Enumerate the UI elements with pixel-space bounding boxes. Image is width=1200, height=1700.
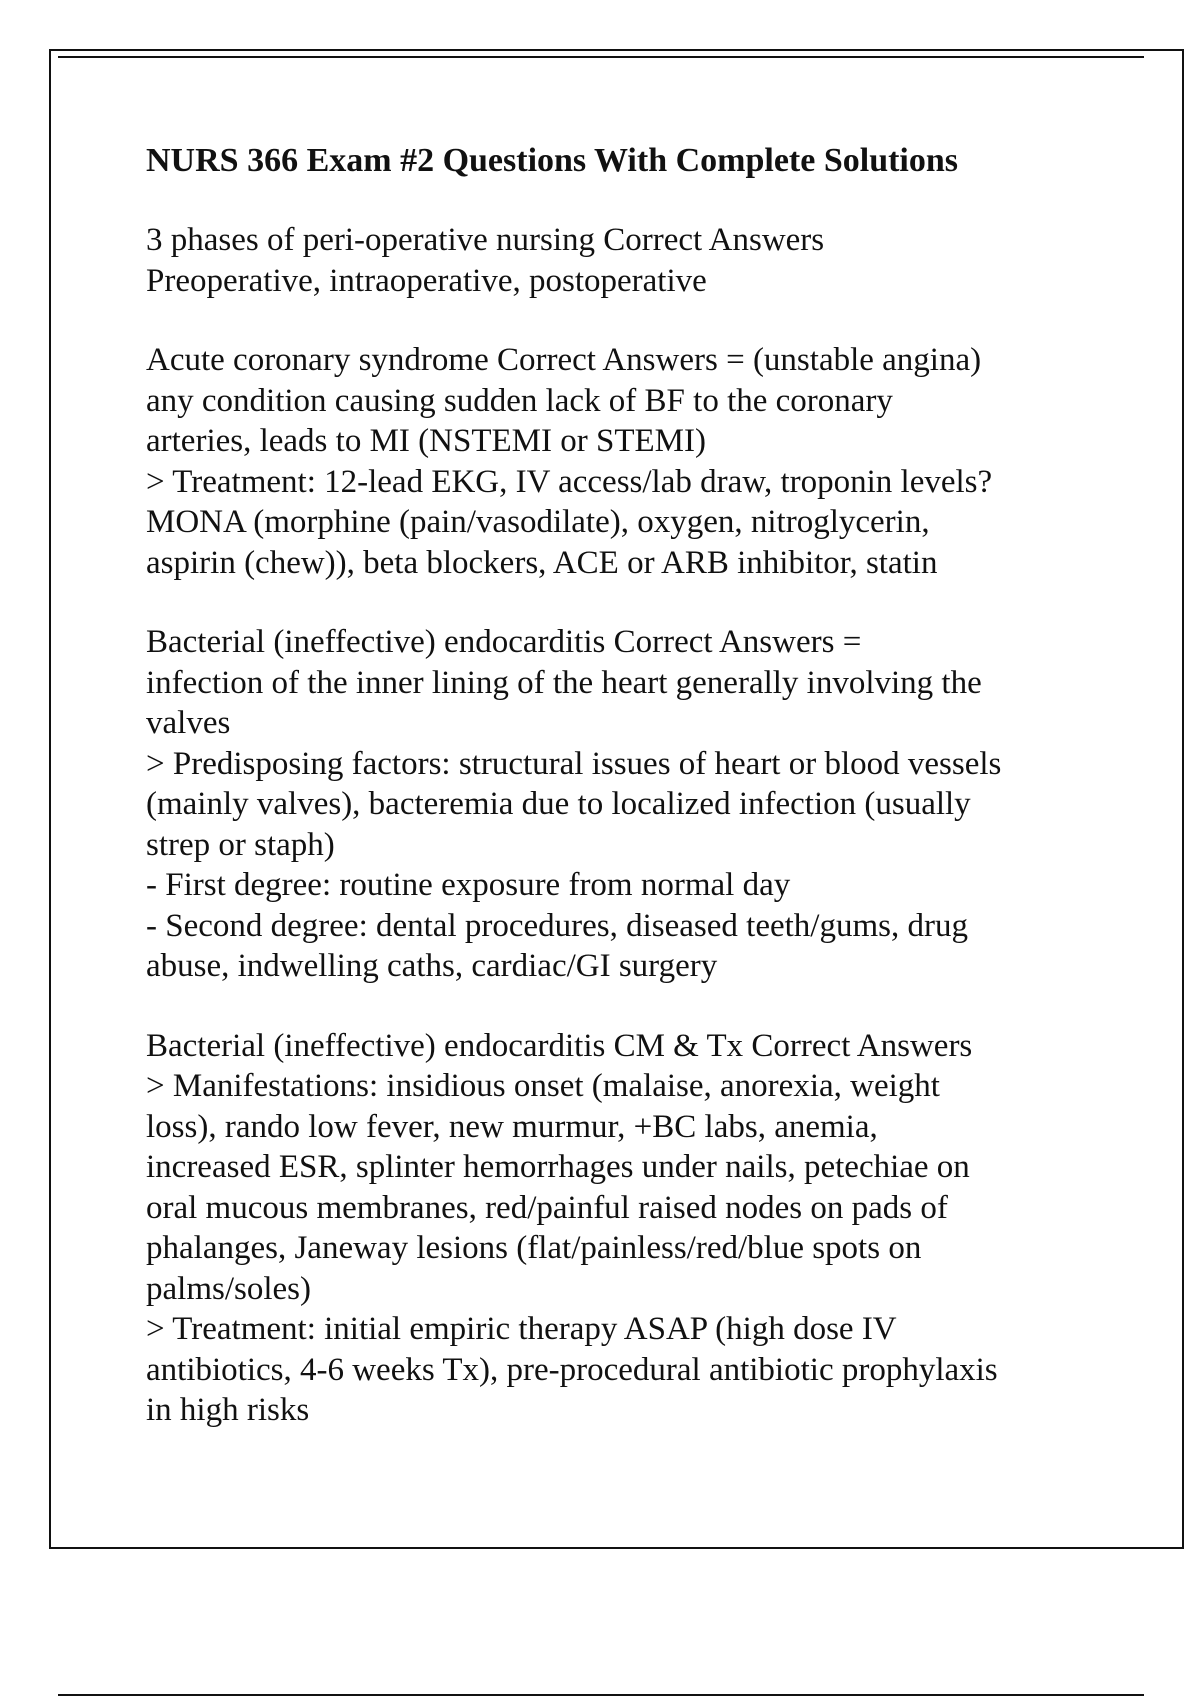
entry-line: > Treatment: initial empiric therapy ASAP (high dose IV bbox=[146, 1311, 897, 1347]
entry-line: > Predisposing factors: structural issues of heart or blood vessels bbox=[146, 745, 1002, 782]
qa-entry-periop-phases bbox=[146, 220, 1106, 301]
entry-line: aspirin (chew)), beta blockers, ACE or ARB inhibitor, statin bbox=[146, 544, 938, 581]
entry-line: Preoperative, intraoperative, postoperative bbox=[146, 262, 707, 299]
entry-line: 3 phases of peri-operative nursing Correct Answers bbox=[146, 222, 825, 258]
entry-line: palms/soles) bbox=[146, 1270, 311, 1307]
entry-line: - Second degree: dental procedures, diseased teeth/gums, drug bbox=[146, 907, 968, 944]
entry-line: loss), rando low fever, new murmur, +BC labs, anemia, bbox=[146, 1108, 878, 1145]
top-rule bbox=[58, 56, 1144, 58]
qa-entry-endocarditis bbox=[146, 622, 1106, 987]
entry-line: Bacterial (ineffective) endocarditis Correct Answers = bbox=[146, 624, 862, 660]
document-body bbox=[146, 140, 1106, 1470]
entry-line: any condition causing sudden lack of BF to the coronary bbox=[146, 382, 893, 419]
entry-line: Acute coronary syndrome Correct Answers = (unstable angina) bbox=[146, 342, 982, 378]
entry-line: abuse, indwelling caths, cardiac/GI surgery bbox=[146, 948, 718, 984]
entry-line: Bacterial (ineffective) endocarditis CM & Tx Correct Answers bbox=[146, 1027, 973, 1064]
entry-line: - First degree: routine exposure from normal day bbox=[146, 867, 791, 903]
entry-line: increased ESR, splinter hemorrhages under nails, petechiae on bbox=[146, 1149, 970, 1185]
entry-line: oral mucous membranes, red/painful raised nodes on pads of bbox=[146, 1189, 948, 1226]
bottom-rule bbox=[58, 1694, 1144, 1696]
entry-line: in high risks bbox=[146, 1392, 310, 1428]
entry-line: (mainly valves), bacteremia due to localized infection (usually bbox=[146, 786, 971, 822]
entry-line: infection of the inner lining of the heart generally involving the bbox=[146, 664, 982, 701]
document-title: NURS 366 Exam #2 Questions With Complete Solutions bbox=[146, 142, 959, 179]
qa-entry-acute-coronary-syndrome bbox=[146, 340, 1106, 583]
qa-entry-endocarditis-cm-tx bbox=[146, 1026, 1106, 1431]
entry-line: valves bbox=[146, 705, 231, 741]
entry-line: > Treatment: 12-lead EKG, IV access/lab draw, troponin levels? bbox=[146, 463, 993, 500]
entry-line: phalanges, Janeway lesions (flat/painless/red/blue spots on bbox=[146, 1230, 922, 1266]
entry-line: arteries, leads to MI (NSTEMI or STEMI) bbox=[146, 423, 706, 459]
entry-line: MONA (morphine (pain/vasodilate), oxygen, nitroglycerin, bbox=[146, 504, 930, 540]
entry-line: > Manifestations: insidious onset (malaise, anorexia, weight bbox=[146, 1068, 940, 1104]
entry-line: antibiotics, 4-6 weeks Tx), pre-procedural antibiotic prophylaxis bbox=[146, 1351, 998, 1388]
entry-line: strep or staph) bbox=[146, 826, 335, 863]
